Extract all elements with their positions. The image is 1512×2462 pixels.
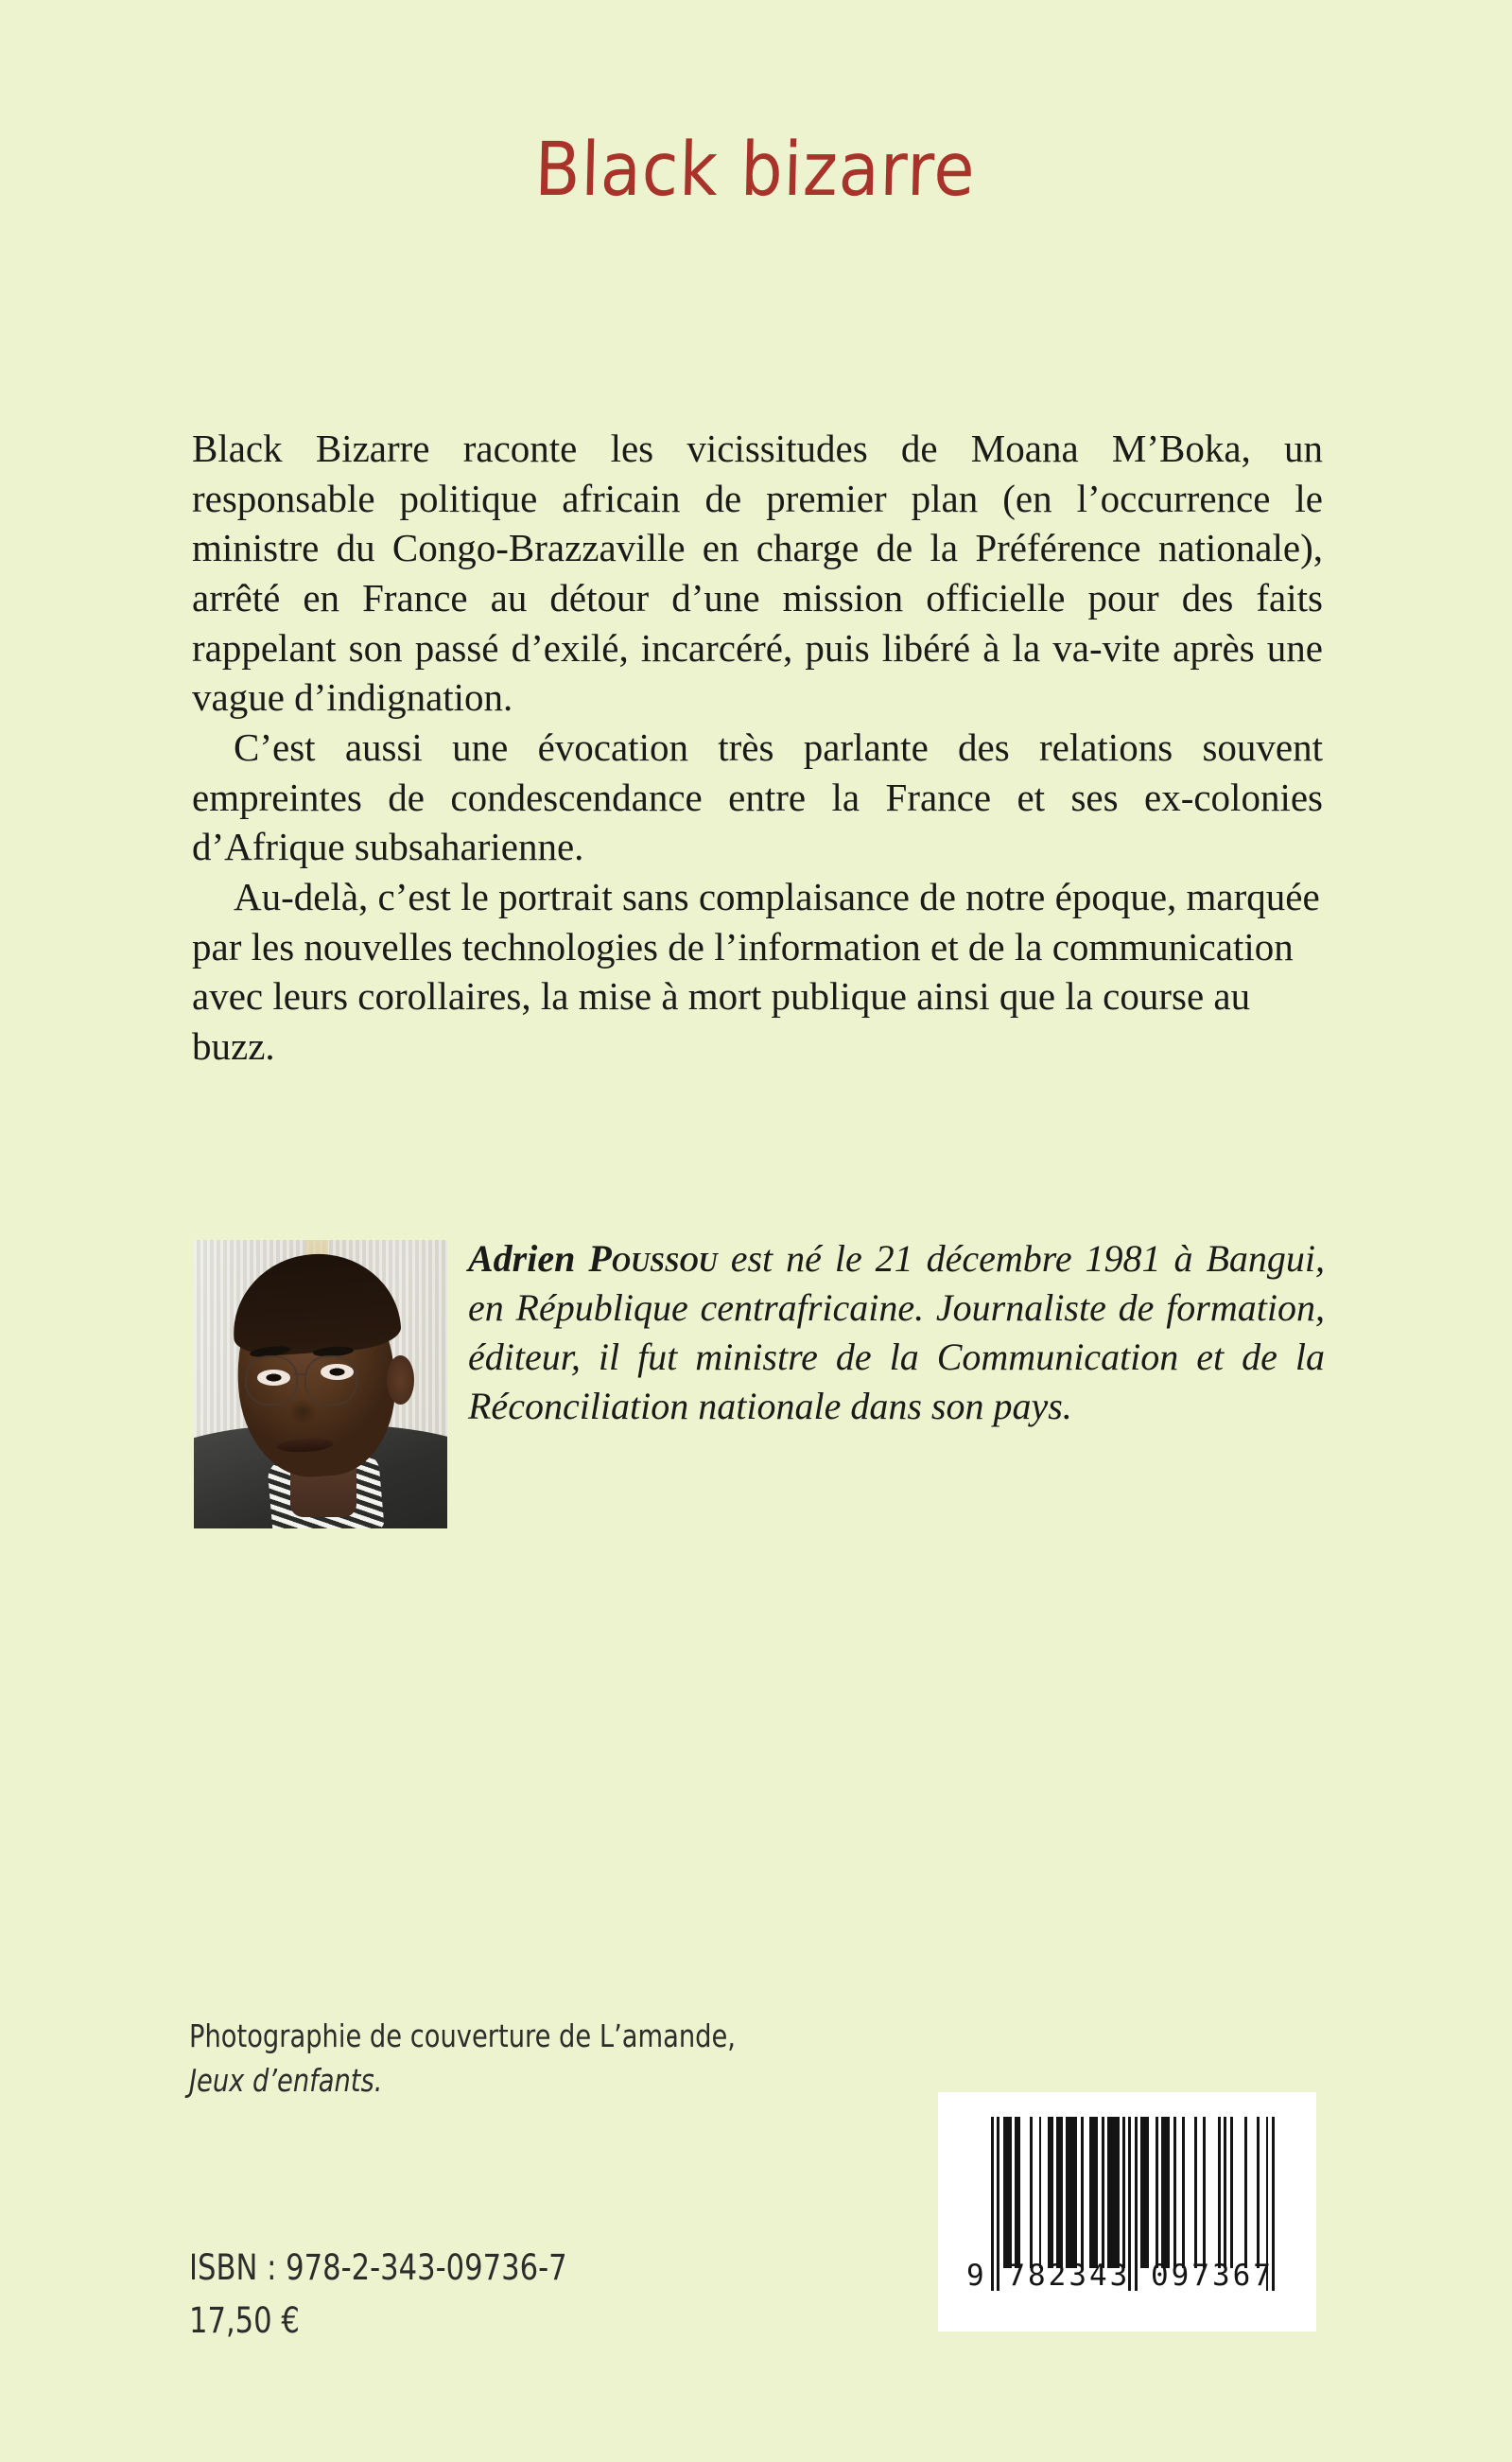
barcode-bar: [1203, 2117, 1206, 2268]
photo-glasses-bridge: [294, 1373, 306, 1375]
barcode-bar: [1066, 2117, 1077, 2268]
author-block: [194, 1234, 1325, 1534]
barcode-digits: 9 782343 097367: [966, 2259, 1274, 2293]
barcode-bar: [1218, 2117, 1221, 2268]
blurb-paragraph-3: Au-delà, c’est le portrait sans complaisance de notre époque, marquée par les nouvelles technologies de l’information et de la communication avec leurs corollaires, la mise à mort publique ainsi que la course au buzz.: [192, 875, 1320, 1069]
blurb-paragraph-1: Black Bizarre raconte les vicissitudes de Moana M’Boka, un responsable politique africain de premier plan (en l’occurrence le ministre du Congo-Brazzaville en charge de la Préférence nationale), arrêté en France au détour d’une mission officielle pour des faits rappelant son passé d’exilé, incarcéré, puis libéré à la va-vite après une vague d’indignation.: [192, 427, 1323, 720]
barcode-bar: [1102, 2117, 1104, 2268]
barcode-bar: [1194, 2117, 1197, 2268]
barcode-bar: [1122, 2117, 1125, 2268]
blurb-text: [192, 424, 1323, 1072]
barcode-bar: [1003, 2117, 1012, 2268]
barcode: [938, 2092, 1316, 2331]
barcode-bar: [1030, 2117, 1033, 2268]
barcode-bar: [1039, 2117, 1042, 2268]
barcode-bar: [1161, 2117, 1170, 2268]
price-text: 17,50 €: [189, 2299, 300, 2341]
blurb-paragraph-2: C’est aussi une évocation très parlante des relations souvent empreintes de condescendance entre la France et ses ex-colonies d’Afrique subsaharienne.: [192, 725, 1323, 869]
author-bio: [468, 1234, 1325, 1431]
cover-photo-credit-line-2: Jeux d’enfants.: [189, 2061, 383, 2099]
barcode-bar: [1224, 2117, 1226, 2268]
barcode-bar: [1107, 2117, 1119, 2268]
barcode-bars: [991, 2117, 1275, 2268]
barcode-bar: [1173, 2117, 1176, 2268]
barcode-bar: [1230, 2117, 1233, 2268]
barcode-bar: [1015, 2117, 1020, 2268]
barcode-bar: [1182, 2117, 1185, 2268]
author-first-name: Adrien: [468, 1237, 589, 1280]
cover-photo-credit: [189, 2015, 850, 2104]
barcode-bar: [1244, 2117, 1247, 2268]
isbn-text: ISBN : 978-2-343-09736-7: [189, 2247, 567, 2288]
book-title: Black bizarre: [533, 126, 977, 214]
barcode-bar: [1257, 2117, 1260, 2268]
author-bio-text: est né le 21 décembre 1981 à Bangui, en République centrafricaine. Journaliste de formation, éditeur, il fut ministre de la Communication et de la Réconciliation nationale dans son pays.: [468, 1237, 1325, 1427]
barcode-bar: [1056, 2117, 1062, 2268]
barcode-bar: [1081, 2117, 1084, 2268]
photo-nose: [283, 1393, 323, 1431]
author-last-name: Poussou: [588, 1237, 718, 1280]
barcode-bar: [1156, 2117, 1158, 2268]
photo-glasses: [242, 1355, 399, 1402]
barcode-bar: [1048, 2117, 1053, 2268]
barcode-bar: [1089, 2117, 1098, 2268]
cover-photo-credit-line-1: Photographie de couverture de L’amande,: [189, 2017, 736, 2054]
author-photo: [194, 1240, 447, 1528]
barcode-bar: [1140, 2117, 1149, 2268]
isbn-price-block: [189, 2242, 567, 2347]
